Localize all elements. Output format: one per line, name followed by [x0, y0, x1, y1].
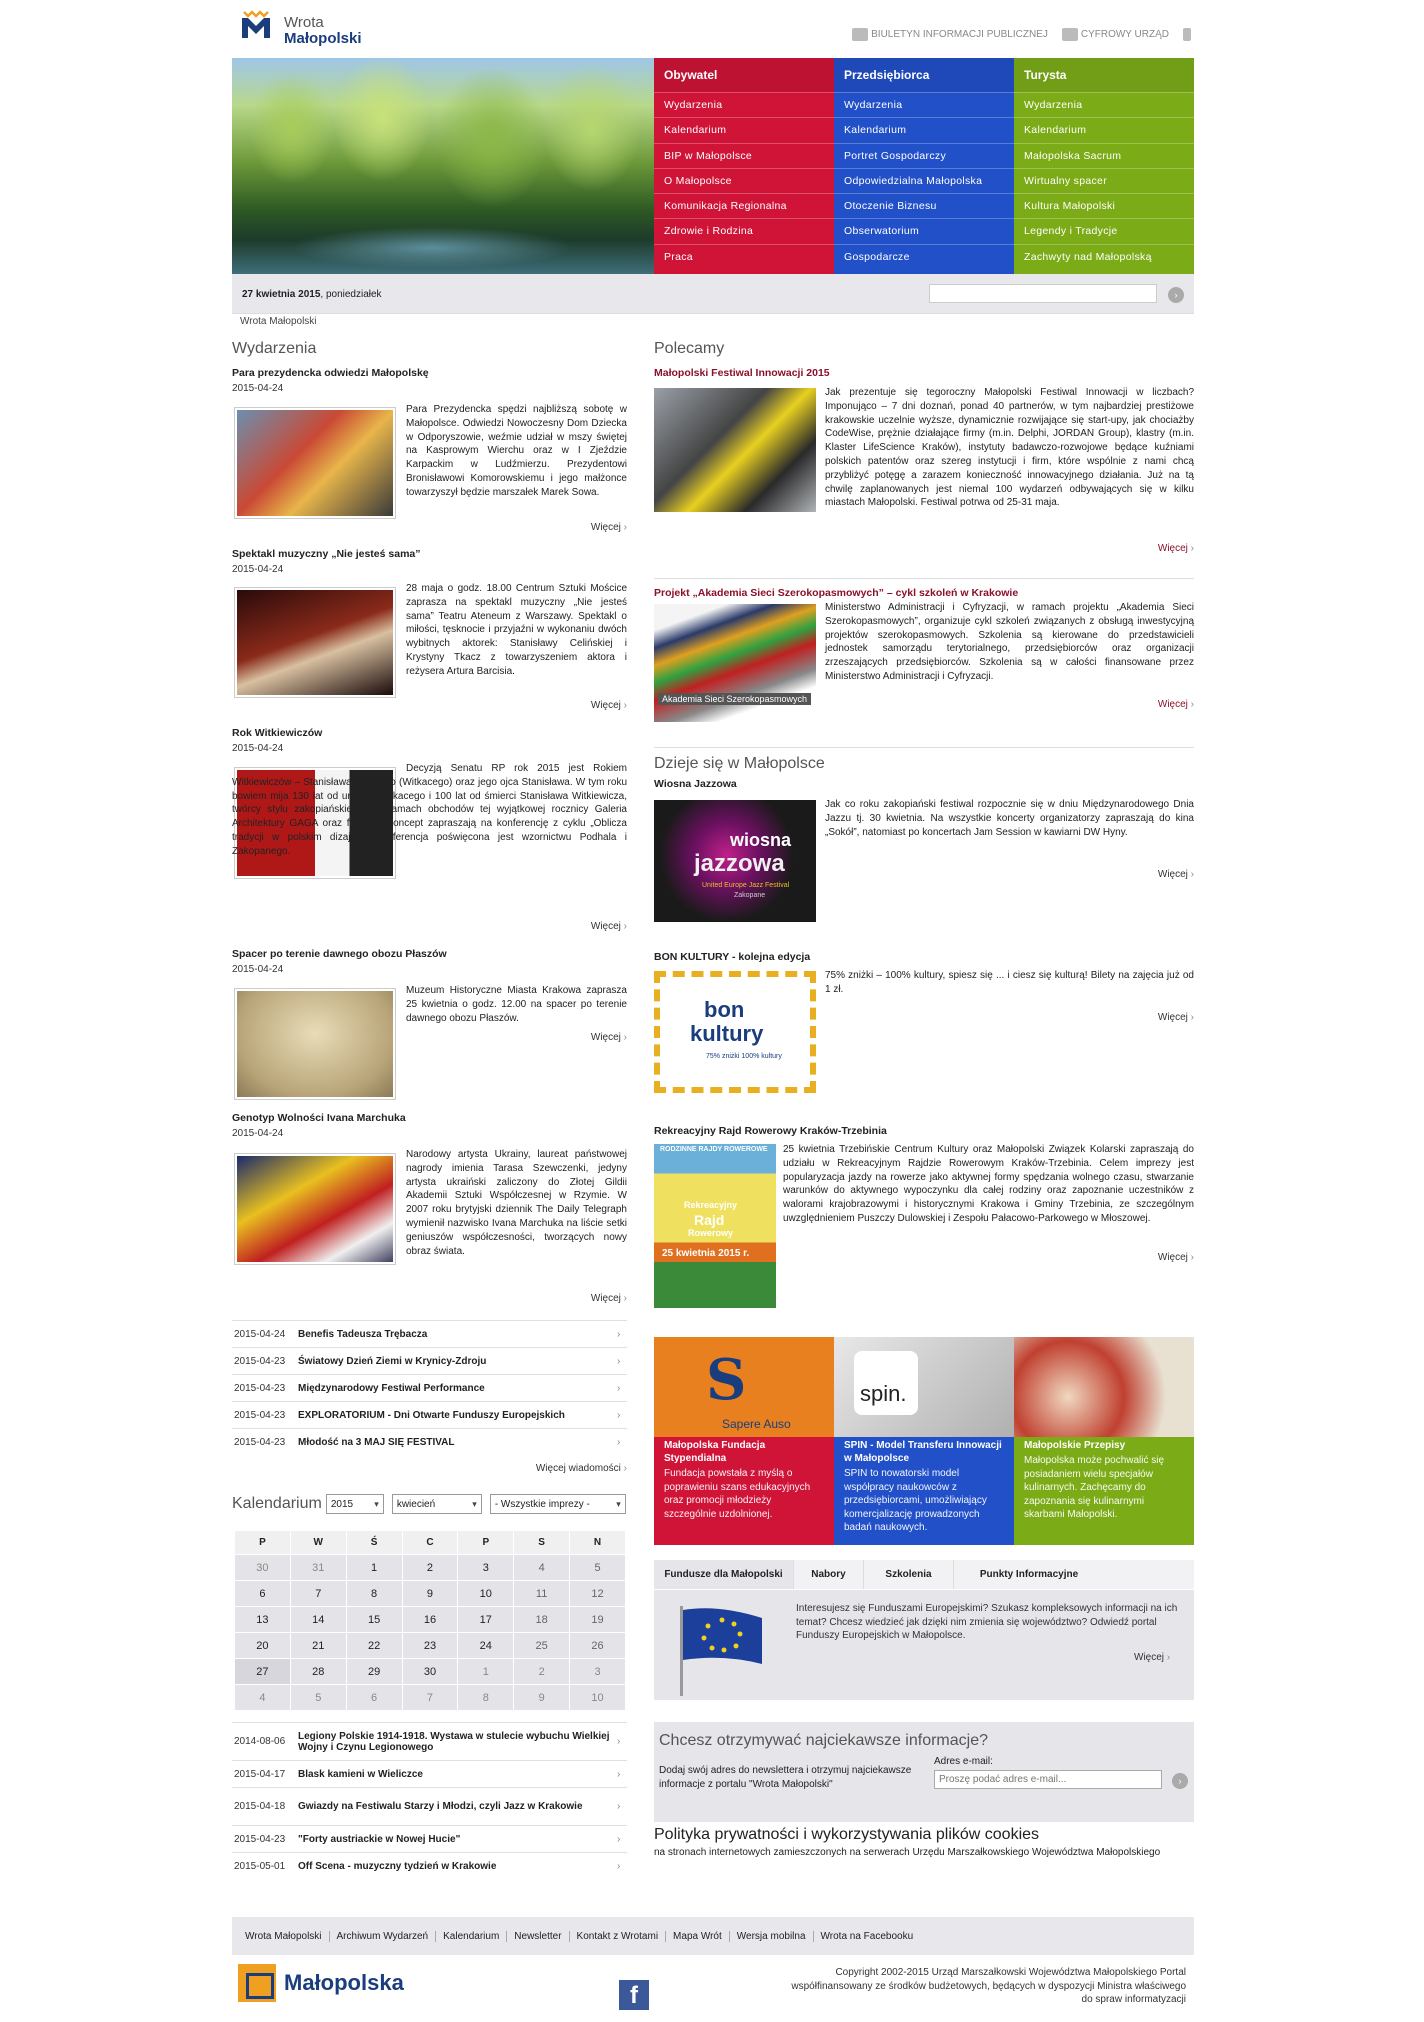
- event-more-link[interactable]: Więcej ›: [532, 921, 627, 932]
- menu-przedsiebiorca: [834, 58, 1014, 274]
- tile-title: SPIN - Model Transferu Innowacji w Małopolsce: [844, 1440, 1002, 1464]
- menu-item[interactable]: Kalendarium: [834, 117, 1014, 142]
- chevron-right-icon: ›: [617, 1409, 621, 1421]
- tab-nabory[interactable]: Nabory: [794, 1560, 864, 1589]
- row-date: 2014-08-06: [234, 1736, 286, 1747]
- happening-title[interactable]: Wiosna Jazzowa: [654, 778, 737, 790]
- menu-item[interactable]: Wydarzenia: [1014, 92, 1194, 117]
- date-search-bar: [232, 274, 1194, 314]
- recommended-text: Ministerstwo Administracji i Cyfryzacji, w ramach projektu „Akademia Sieci Szerokopasmowych”, organizuje cykl szkoleń związanych z obsługą inwestycyjną projektów szerokopasmowych. Szkolenia są kierowane do przedstawicieli jednostek samorządu terytorialnego, przedsiębiorców oraz organizacji zrzeszających przedsiębiorców. Szkolenia są w całości finansowane przez Ministerstwo Administracji i Cyfryzacji.: [825, 602, 1194, 682]
- chevron-right-icon: ›: [617, 1736, 621, 1747]
- mobile-icon[interactable]: [1183, 28, 1191, 41]
- row-title: "Forty austriackie w Nowej Hucie": [298, 1833, 461, 1845]
- facebook-icon[interactable]: f: [619, 1980, 649, 2010]
- footer-link[interactable]: Wrota Małopolski: [238, 1931, 330, 1942]
- row-date: 2015-04-18: [234, 1801, 286, 1812]
- weekday-label: W: [290, 1531, 346, 1555]
- calendar-day[interactable]: 22: [346, 1633, 402, 1659]
- calendar-day[interactable]: 5: [290, 1685, 346, 1711]
- site-logo[interactable]: [238, 8, 362, 47]
- row-date: 2015-04-23: [234, 1833, 286, 1845]
- tab-fundusze[interactable]: Fundusze dla Małopolski: [654, 1560, 794, 1589]
- happening-image[interactable]: wiosna jazzowa United Europe Jazz Festival Zakopane: [654, 800, 816, 922]
- newsletter-submit-button[interactable]: ›: [1172, 1773, 1188, 1789]
- event-date: 2015-04-24: [232, 964, 284, 975]
- row-title: Gwiazdy na Festiwalu Starzy i Młodzi, czyli Jazz w Krakowie: [298, 1801, 583, 1812]
- weekday-label: P: [235, 1531, 291, 1555]
- calendar-day[interactable]: 30: [402, 1659, 458, 1685]
- search-input[interactable]: [929, 284, 1157, 303]
- calendar-day[interactable]: 11: [514, 1581, 570, 1607]
- menu-item[interactable]: Kalendarium: [654, 117, 834, 142]
- calendar-day[interactable]: 18: [514, 1607, 570, 1633]
- top-links: [852, 28, 1194, 41]
- tile-text: Fundacja powstała z myślą o poprawieniu szans edukacyjnych oraz promocji młodzieży szczególnie uzdolnionej.: [664, 1468, 811, 1520]
- calendar-event-row[interactable]: [232, 1852, 627, 1879]
- menu-item[interactable]: O Małopolsce: [654, 168, 834, 193]
- weekday-label: C: [402, 1531, 458, 1555]
- chevron-right-icon: ›: [617, 1860, 621, 1872]
- malopolska-logo[interactable]: [238, 1964, 404, 2002]
- event-title[interactable]: Spacer po terenie dawnego obozu Płaszów: [232, 948, 447, 960]
- calendar-day[interactable]: 7: [402, 1685, 458, 1711]
- hero-image: [232, 58, 654, 274]
- category-select[interactable]: - Wszystkie imprezy - ▾: [490, 1494, 626, 1514]
- happening-image[interactable]: bon kultury 75% zniżki 100% kultury: [654, 971, 816, 1093]
- news-list-row[interactable]: [232, 1347, 627, 1374]
- menu-item[interactable]: Legendy i Tradycje: [1014, 218, 1194, 243]
- calendar-heading: Kalendarium: [232, 1495, 322, 1512]
- happening-title[interactable]: Rekreacyjny Rajd Rowerowy Kraków-Trzebinia: [654, 1125, 887, 1137]
- recommended-more-link[interactable]: Więcej ›: [1094, 699, 1194, 710]
- tabs-more-link[interactable]: Więcej ›: [1134, 1652, 1170, 1663]
- calendar-day[interactable]: 9: [402, 1581, 458, 1607]
- menu-heading[interactable]: Przedsiębiorca: [834, 58, 1014, 92]
- calendar-event-row[interactable]: [232, 1760, 627, 1787]
- calendar-day-today[interactable]: 27: [235, 1659, 291, 1685]
- bip-link[interactable]: [852, 28, 1048, 41]
- footer-link[interactable]: Wrota na Facebooku: [820, 1930, 914, 1942]
- calendar-day[interactable]: 17: [458, 1607, 514, 1633]
- cookie-text: na stronach internetowych zamieszczonych na serwerach Urzędu Marszałkowskiego Województwa Małopolskiego: [654, 1847, 1161, 1858]
- calendar-day[interactable]: 1: [346, 1555, 402, 1581]
- cookie-heading[interactable]: Polityka prywatności i wykorzystywania plików cookies: [654, 1826, 1040, 1843]
- tile-text: Małopolska może pochwalić się posiadaniem wielu specjałów kulinarnych. Zachęcamy do zapoznania się kulinarnymi skarbami Małopolski.: [1024, 1455, 1165, 1521]
- news-list-row[interactable]: [232, 1374, 627, 1401]
- footer-nav: [232, 1917, 1194, 1955]
- row-date: 2015-04-23: [234, 1382, 286, 1394]
- footer-link[interactable]: Kalendarium: [436, 1931, 507, 1942]
- menu-item[interactable]: Otoczenie Biznesu: [834, 193, 1014, 218]
- footer-link[interactable]: Archiwum Wydarzeń: [330, 1931, 437, 1942]
- cyfrowy-urzad-label: CYFROWY URZĄD: [1080, 29, 1169, 41]
- event-text: Decyzją Senatu RP rok 2015 jest Rokiem Witkiewiczów – Stanisława Ignacego (Witkacego) oraz jego ojca Stanisława. W tym roku bowiem mija 130 lat od urodzin Witkacego i 100 lat od śmierci Stanisława Witkiewicza, twórcy stylu zakopiańskiego. W ramach obchodów tej wyjątkowej rocznicy Galeria Architektury GAGA oraz firma BoConcept zapraszają na konferencję z cyklu „Oblicza tradycji w polskim dizajnie. Konferencja poświęcona jest wzornictwu Podhala i Zakopanego.: [232, 763, 627, 857]
- calendar-day[interactable]: 6: [235, 1581, 291, 1607]
- chevron-right-icon: ›: [617, 1768, 621, 1780]
- calendar-day[interactable]: 4: [514, 1555, 570, 1581]
- row-title: EXPLORATORIUM - Dni Otwarte Funduszy Europejskich: [298, 1409, 565, 1421]
- row-title: Blask kamieni w Wieliczce: [298, 1768, 423, 1780]
- calendar-day[interactable]: 25: [514, 1633, 570, 1659]
- logo-text-line2: Małopolski: [284, 30, 362, 47]
- calendar-day[interactable]: 23: [402, 1633, 458, 1659]
- happening-more-link[interactable]: Więcej ›: [1094, 1252, 1194, 1263]
- menu-item[interactable]: Wydarzenia: [654, 92, 834, 117]
- calendar-day[interactable]: 8: [458, 1685, 514, 1711]
- calendar-grid: [234, 1530, 626, 1711]
- event-title[interactable]: Spektakl muzyczny „Nie jesteś sama”: [232, 548, 421, 560]
- recommended-text: Jak prezentuje się tegoroczny Małopolski Festiwal Innowacji w liczbach? Imponująco – 7 dni doznań, ponad 40 partnerów, w tym najbardziej prestiżowe krakowskie uczelnie wyższe, dynamicznie rozwijające się start-upy, jak chociażby CodeWise, prężnie działające firmy (m.in. Delphi, JORDAN Group), klastry (m.in. Klaster LifeScience Kraków), instytuty badawczo-rozwojowe będące kuźniami polskich patentów oraz szereg instytucji i firm, które wspólnie z nami chcą przybliżyć potęgę a zarazem konieczność innowacyjnego działania. Już na tą chwilę zaplanowanych jest niemal 100 wydarzeń odbywających się w kilku miastach Małopolski. Festiwal potrwa od 25-31 maja.: [825, 387, 1194, 509]
- footer-link[interactable]: Newsletter: [507, 1931, 569, 1942]
- calendar-day[interactable]: 29: [346, 1659, 402, 1685]
- menu-item[interactable]: Zdrowie i Rodzina: [654, 218, 834, 243]
- happening-heading: Dzieje się w Małopolsce: [654, 755, 825, 772]
- row-date: 2015-04-23: [234, 1436, 286, 1448]
- month-select[interactable]: kwiecień ▾: [392, 1494, 482, 1514]
- calendar-event-row[interactable]: [232, 1825, 627, 1852]
- calendar-event-row[interactable]: [232, 1787, 627, 1825]
- cloud-icon: [1062, 28, 1078, 41]
- menu-heading[interactable]: Obywatel: [654, 58, 834, 92]
- calendar-day[interactable]: 10: [458, 1581, 514, 1607]
- tile-title: Małopolskie Przepisy: [1024, 1440, 1126, 1451]
- chevron-right-icon: ›: [617, 1355, 621, 1367]
- event-image[interactable]: [234, 1153, 396, 1265]
- event-more-link[interactable]: Więcej ›: [532, 1032, 627, 1043]
- promo-tile[interactable]: [1014, 1337, 1194, 1545]
- logo-mark-icon: [238, 8, 274, 44]
- calendar-day[interactable]: 13: [235, 1607, 291, 1633]
- calendar-day[interactable]: 12: [570, 1581, 626, 1607]
- calendar-day[interactable]: 4: [235, 1685, 291, 1711]
- news-list-row[interactable]: [232, 1428, 627, 1455]
- calendar-day[interactable]: 2: [514, 1659, 570, 1685]
- malopolska-logo-icon: [238, 1964, 276, 2002]
- event-text: 28 maja o godz. 18.00 Centrum Sztuki Mościce zaprasza na spektakl muzyczny „Nie jesteś sama” Teatru Ateneum z Warszawy. Spektakl o miłości, tęsknocie i przyjaźni w wykonaniu dwóch wybitnych aktorek: Stanisławy Celińskiej i Krystyny Tkacz z towarzyszeniem aktora i reżysera Artura Barcisia.: [406, 583, 627, 677]
- chevron-right-icon: ›: [617, 1833, 621, 1845]
- event-title[interactable]: Rok Witkiewiczów: [232, 727, 323, 739]
- calendar-day[interactable]: 3: [570, 1659, 626, 1685]
- current-date: 27 kwietnia 2015, poniedziałek: [242, 289, 382, 300]
- footer-link[interactable]: Mapa Wrót: [666, 1931, 730, 1942]
- events-heading: Wydarzenia: [232, 340, 317, 357]
- row-date: 2015-04-23: [234, 1355, 286, 1367]
- copyright-text: Copyright 2002-2015 Urząd Marszałkowski Województwa Małopolskiego Portal współfinansowany ze środków budżetowych, będących w dyspozycji Ministra właściwego do spraw informatyzacji: [791, 1967, 1186, 2006]
- event-date: 2015-04-24: [232, 383, 284, 394]
- event-more-link[interactable]: Więcej ›: [532, 522, 627, 533]
- row-date: 2015-04-17: [234, 1768, 286, 1780]
- event-title[interactable]: Genotyp Wolności Ivana Marchuka: [232, 1112, 406, 1124]
- chevron-right-icon: ›: [617, 1436, 621, 1448]
- calendar-day[interactable]: 6: [346, 1685, 402, 1711]
- event-title[interactable]: Para prezydencka odwiedzi Małopolskę: [232, 367, 429, 379]
- promo-tile[interactable]: spin. SPIN - Model Transferu Innowacji w Małopolsce SPIN to nowatorski model współpracy naukowców z przedsiębiorcami, umożliwiający komercjalizację prowadzonych badań naukowych.: [834, 1337, 1014, 1545]
- menu-item[interactable]: Obserwatorium: [834, 218, 1014, 243]
- happening-image[interactable]: RODZINNE RAJDY ROWEROWE Rekreacyjny Rajd Rowerowy 25 kwietnia 2015 r.: [654, 1144, 776, 1308]
- cookie-notice: [654, 1826, 1194, 1860]
- calendar-day[interactable]: 26: [570, 1633, 626, 1659]
- tabs-text: Interesujesz się Funduszami Europejskimi? Szukasz kompleksowych informacji na ich temat? Chcesz wiedzieć jak dzięki nim zmienia się województwo? Odwiedź portal Funduszy Europejskich w Małopolsce.: [796, 1603, 1178, 1642]
- menu-item[interactable]: Wirtualny spacer: [1014, 168, 1194, 193]
- main-menus: [654, 58, 1194, 274]
- calendar-day[interactable]: 31: [290, 1555, 346, 1581]
- event-text: Para Prezydencka spędzi najbliższą sobotę w Małopolsce. Odwiedzi Nowoczesny Dom Dziecka w Odporyszowie, weźmie udział w mszy świętej na Kasprowym Wierchu oraz w I Zjeździe Karpackim w Ludźmierzu. Prezydentowi Bronisławowi Komorowskiemu i jego małżonce towarzyszył będzie marszałek Marek Sowa.: [406, 404, 627, 498]
- menu-item[interactable]: Praca: [654, 244, 834, 269]
- happening-text: 75% zniżki – 100% kultury, spiesz się ... i ciesz się kulturą! Bilety na zajęcia już od 1 zł.: [825, 970, 1194, 995]
- calendar-day[interactable]: 5: [570, 1555, 626, 1581]
- weekday-label: S: [514, 1531, 570, 1555]
- happening-title[interactable]: BON KULTURY - kolejna edycja: [654, 951, 811, 963]
- malopolska-logo-text: Małopolska: [284, 1970, 404, 1995]
- recommended-image[interactable]: [654, 604, 816, 722]
- menu-item[interactable]: Gospodarcze: [834, 244, 1014, 269]
- row-title: Młodość na 3 MAJ SIĘ FESTIVAL: [298, 1436, 455, 1448]
- calendar-day[interactable]: 2: [402, 1555, 458, 1581]
- news-list-row[interactable]: [232, 1320, 627, 1347]
- recommended-image[interactable]: [654, 388, 816, 512]
- happening-more-link[interactable]: Więcej ›: [1094, 869, 1194, 880]
- calendar-event-row[interactable]: [232, 1722, 627, 1760]
- calendar-day[interactable]: 7: [290, 1581, 346, 1607]
- email-label: Adres e-mail:: [934, 1756, 993, 1767]
- menu-item[interactable]: Kultura Małopolski: [1014, 193, 1194, 218]
- menu-turysta: [1014, 58, 1194, 274]
- menu-item[interactable]: Zachwyty nad Małopolską: [1014, 244, 1194, 269]
- calendar-day[interactable]: 19: [570, 1607, 626, 1633]
- news-list-row[interactable]: [232, 1401, 627, 1428]
- newsletter-text: Dodaj swój adres do newslettera i otrzymuj najciekawsze informacje z portalu "Wrota Małopolski": [659, 1765, 912, 1790]
- calendar-day[interactable]: 24: [458, 1633, 514, 1659]
- event-more-link[interactable]: Więcej ›: [532, 700, 627, 711]
- newsletter-heading: Chcesz otrzymywać najciekawsze informacje?: [659, 1732, 988, 1749]
- calendar-day[interactable]: 3: [458, 1555, 514, 1581]
- menu-heading[interactable]: Turysta: [1014, 58, 1194, 92]
- menu-item[interactable]: BIP w Małopolsce: [654, 143, 834, 168]
- menu-item[interactable]: Małopolska Sacrum: [1014, 143, 1194, 168]
- event-image[interactable]: [234, 407, 396, 519]
- row-title: Światowy Dzień Ziemi w Krynicy-Zdroju: [298, 1355, 487, 1367]
- happening-text: Jak co roku zakopiański festiwal rozpocznie się w dniu Międzynarodowego Dnia Jazzu tj. 30 kwietnia. Na wszystkie koncerty organizatorzy zapraszają do kina „Sokół”, natomiast po koncertach Jam Session w kawiarni DW Hyny.: [825, 799, 1194, 838]
- calendar-day[interactable]: 10: [570, 1685, 626, 1711]
- footer-link[interactable]: Wersja mobilna: [730, 1931, 814, 1942]
- calendar-day[interactable]: 20: [235, 1633, 291, 1659]
- menu-item[interactable]: Portret Gospodarczy: [834, 143, 1014, 168]
- more-news-link[interactable]: Więcej wiadomości ›: [432, 1463, 627, 1474]
- weekday-label: N: [570, 1531, 626, 1555]
- row-title: Off Scena - muzyczny tydzień w Krakowie: [298, 1860, 497, 1872]
- event-more-link[interactable]: Więcej ›: [532, 1293, 627, 1304]
- bip-icon: [852, 28, 868, 41]
- calendar-day[interactable]: 15: [346, 1607, 402, 1633]
- eu-flag-icon: [678, 1604, 764, 1698]
- calendar-day[interactable]: 9: [514, 1685, 570, 1711]
- calendar-day[interactable]: 21: [290, 1633, 346, 1659]
- breadcrumb[interactable]: Wrota Małopolski: [240, 316, 317, 327]
- promo-tile[interactable]: S Sapere Auso Małopolska Fundacja Stypendialna Fundacja powstała z myślą o poprawieniu szans edukacyjnych oraz promocji młodzieży szczególnie uzdolnionej.: [654, 1337, 834, 1545]
- recommended-title[interactable]: Projekt „Akademia Sieci Szerokopasmowych” – cykl szkoleń w Krakowie: [654, 587, 1019, 599]
- chevron-right-icon: ›: [617, 1328, 621, 1340]
- logo-text-line1: Wrota: [284, 14, 324, 31]
- event-text: Muzeum Historyczne Miasta Krakowa zaprasza 25 kwietnia o godz. 12.00 na spacer po terenie dawnego obozu Płaszów.: [406, 985, 627, 1024]
- row-date: 2015-05-01: [234, 1860, 286, 1872]
- tab-szkolenia[interactable]: Szkolenia: [864, 1560, 954, 1589]
- chevron-right-icon: ›: [617, 1801, 621, 1812]
- calendar-day[interactable]: 8: [346, 1581, 402, 1607]
- menu-item[interactable]: Odpowiedzialna Małopolska: [834, 168, 1014, 193]
- weekday-label: P: [458, 1531, 514, 1555]
- menu-obywatel: [654, 58, 834, 274]
- row-title: Benefis Tadeusza Trębacza: [298, 1328, 428, 1340]
- menu-item[interactable]: Wydarzenia: [834, 92, 1014, 117]
- row-date: 2015-04-24: [234, 1328, 286, 1340]
- promo-tiles: [654, 1337, 1194, 1545]
- calendar-day[interactable]: 1: [458, 1659, 514, 1685]
- calendar-day[interactable]: 30: [235, 1555, 291, 1581]
- cyfrowy-urzad-link[interactable]: [1062, 28, 1169, 41]
- bip-link-label: BIULETYN INFORMACJI PUBLICZNEJ: [871, 29, 1048, 41]
- event-date: 2015-04-24: [232, 743, 284, 754]
- row-title: Legiony Polskie 1914-1918. Wystawa w stulecie wybuchu Wielkiej Wojny i Czynu Legionowego: [298, 1730, 610, 1753]
- recommended-title[interactable]: Małopolski Festiwal Innowacji 2015: [654, 367, 830, 379]
- image-caption: Akademia Sieci Szerokopasmowych: [658, 693, 811, 705]
- happening-text: 25 kwietnia Trzebińskie Centrum Kultury oraz Małopolski Związek Kolarski zapraszają do udziału w Rekreacyjnym Rajdzie Rowerowym Kraków-Trzebinia. Celem imprezy jest popularyzacja jazdy na rowerze jako aktywnej formy spędzania wolnego czasu, stwarzanie warunków do aktywnego wypoczynku dla całej rodziny oraz zapoznanie uczestników z walorami krajobrazowymi i historycznymi Krakowa i Gminy Trzebinia, ze szczególnym uwzględnieniem Puszczy Dulowskiej i Zespołu Pałacowo-Parkowego w Młoszowej.: [783, 1144, 1194, 1224]
- row-date: 2015-04-23: [234, 1409, 286, 1421]
- calendar-day[interactable]: 14: [290, 1607, 346, 1633]
- event-image[interactable]: [234, 587, 396, 698]
- recommended-more-link[interactable]: Więcej ›: [1094, 543, 1194, 554]
- event-date: 2015-04-24: [232, 1128, 284, 1139]
- event-text: Narodowy artysta Ukrainy, laureat państwowej nagrody imienia Tarasa Szewczenki, jedyny artysta ukraiński zaliczony do Złotej Gildii Akademii Sztuki Współczesnej w Rzymie. W 2007 roku brytyjski dziennik The Daily Telegraph wymienił nazwisko Ivana Marchuka na liście setki geniuszów współczesności, tworzących nowy obraz świata.: [406, 1149, 627, 1257]
- menu-item[interactable]: Komunikacja Regionalna: [654, 193, 834, 218]
- menu-item[interactable]: Kalendarium: [1014, 117, 1194, 142]
- chevron-right-icon: ›: [617, 1382, 621, 1394]
- tab-punkty[interactable]: Punkty Informacyjne: [979, 1569, 1079, 1580]
- event-image[interactable]: [234, 988, 396, 1100]
- calendar-header: [232, 1493, 627, 1515]
- tile-text: SPIN to nowatorski model współpracy naukowców z przedsiębiorcami, umożliwiający komercjalizację prowadzonych badań naukowych.: [844, 1468, 987, 1534]
- newsletter-box: [654, 1722, 1194, 1822]
- calendar-day[interactable]: 16: [402, 1607, 458, 1633]
- weekday-label: Ś: [346, 1531, 402, 1555]
- tile-title: Małopolska Fundacja Stypendialna: [664, 1440, 766, 1464]
- footer-link[interactable]: Kontakt z Wrotami: [570, 1931, 667, 1942]
- calendar-day[interactable]: 28: [290, 1659, 346, 1685]
- row-title: Międzynarodowy Festiwal Performance: [298, 1382, 485, 1394]
- recommended-heading: Polecamy: [654, 340, 725, 357]
- year-select[interactable]: 2015 ▾: [326, 1494, 384, 1514]
- eu-funds-tabs: [654, 1560, 1194, 1700]
- event-date: 2015-04-24: [232, 564, 284, 575]
- email-field[interactable]: [934, 1770, 1162, 1789]
- search-button[interactable]: ›: [1168, 287, 1184, 303]
- happening-more-link[interactable]: Więcej ›: [1094, 1012, 1194, 1023]
